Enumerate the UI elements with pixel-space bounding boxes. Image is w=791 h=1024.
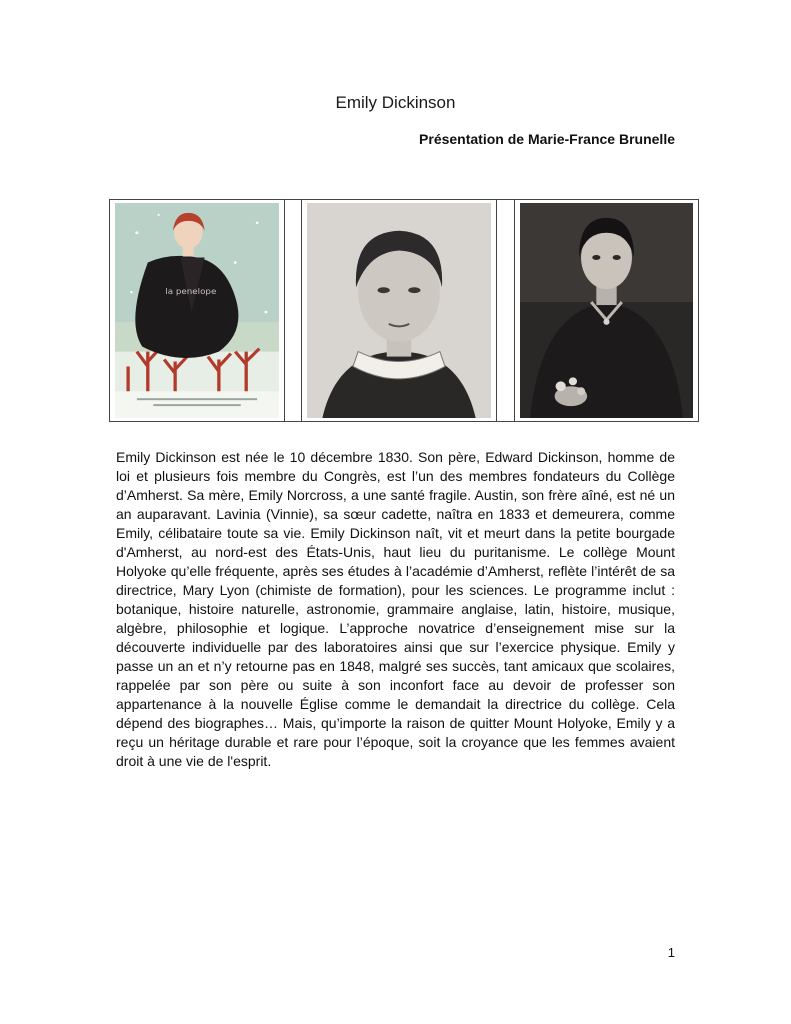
document-subtitle: Présentation de Marie-France Brunelle (419, 131, 675, 147)
engraving-image (307, 203, 491, 418)
image-cell-illustration (110, 200, 285, 421)
image-table-spacer (285, 200, 302, 421)
image-cell-photograph (515, 200, 698, 421)
page-number: 1 (667, 945, 675, 960)
illustration-caption: la penelope (165, 286, 217, 297)
image-table (109, 199, 699, 422)
image-table-spacer (497, 200, 515, 421)
illustration-image (115, 203, 279, 418)
document-title: Emily Dickinson (335, 93, 456, 112)
body-paragraph: Emily Dickinson est née le 10 décembre 1830. Son père, Edward Dickinson, homme de loi et plusieurs fois membre du Congrès, est l’un des membres fondateurs du Collège d’Amherst. Sa mère, Emily Norcross, a une santé fragile. Austin, son frère aîné, est né un an auparavant. Lavinia (Vinnie), sa sœur cadette, naîtra en 1833 et demeurera, comme Emily, célibataire toute sa vie. Emily Dickinson naît, vit et meurt dans la petite bourgade d'Amherst, au nord-est des États-Unis, haut lieu du puritanisme. Le collège Mount Holyoke qu’elle fréquente, après ses études à l’académie d’Amherst, reflète l’intérêt de sa directrice, Mary Lyon (chimiste de formation), pour les sciences. Le programme inclut : botanique, histoire naturelle, astronomie, grammaire anglaise, latin, histoire, musique, algèbre, philosophie et logique. L’approche novatrice d’enseignement mise sur la découverte individuelle par des laboratoires ainsi que sur l’exercice physique. Emily y passe un an et n’y retourne pas en 1848, malgré ses succès, tant amicaux que scolaires, rappelée par son père ou suite à son inconfort face au devoir de professer son appartenance à la nouvelle Église comme le demandait la directrice du collège. Cela dépend des biographes… Mais, qu’importe la raison de quitter Mount Holyoke, Emily y a reçu un héritage durable et rare pour l’époque, soit la croyance que les femmes avaient droit à une vie de l'esprit. (116, 449, 675, 769)
photograph-image (520, 203, 693, 418)
image-cell-engraving (302, 200, 497, 421)
